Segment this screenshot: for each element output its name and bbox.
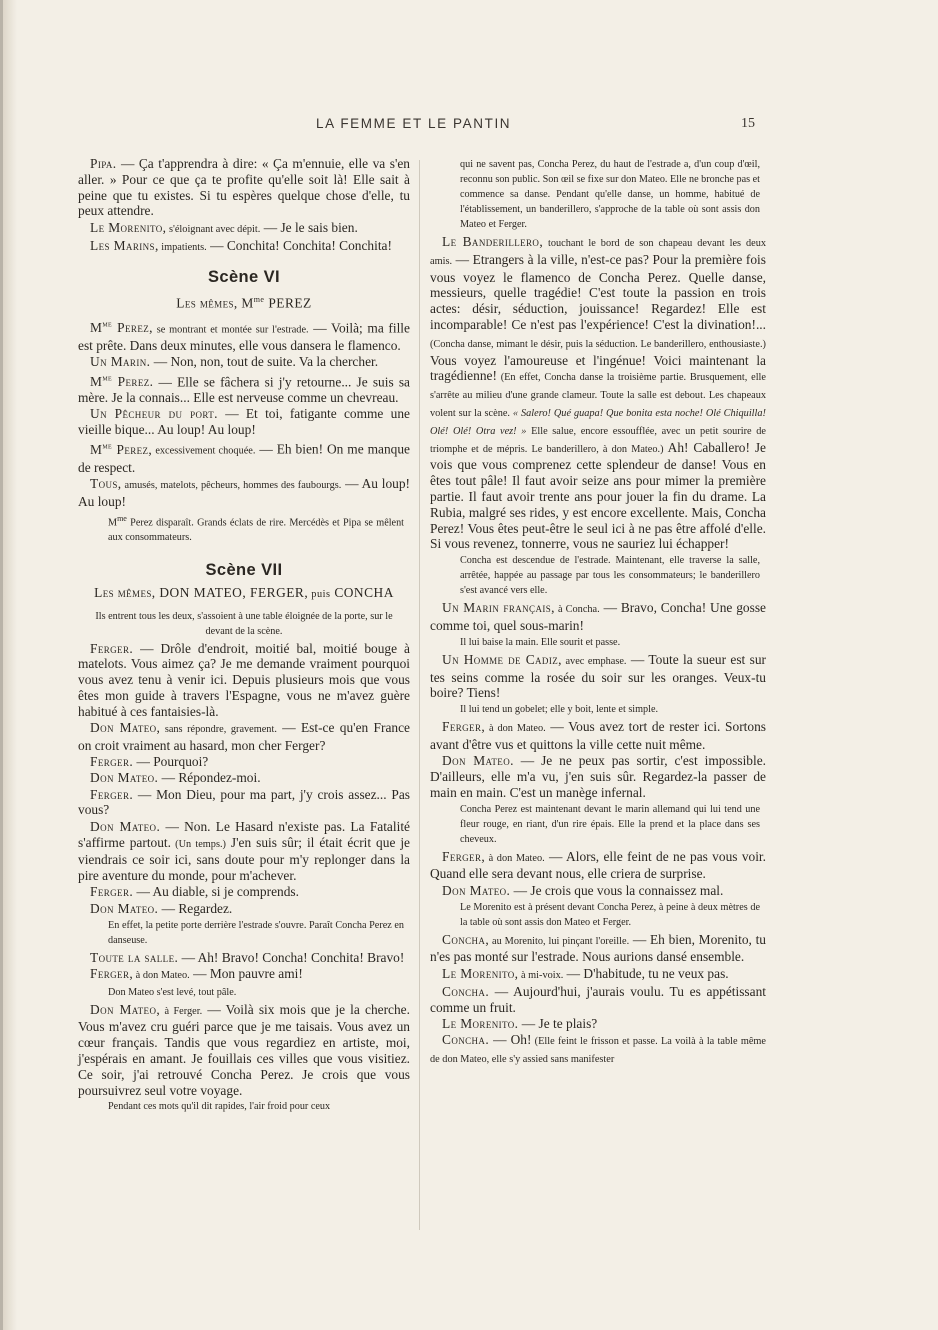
speech-text: — Toute la sueur est sur tes seins comme la rosée du soir sur les oranges. Veux-tu boire? Tiens! xyxy=(430,651,766,701)
stage-direction-block: Concha est descendue de l'estrade. Maintenant, elle traverse la salle, arrêtée, happée au passage par tous les consommateurs; le banderillero s'est avancé vers elle. xyxy=(460,555,760,597)
scene-cast: Les mêmes, DON MATEO, FERGER, puis CONCHA xyxy=(94,584,394,600)
stage-direction: à don Mateo. xyxy=(133,969,190,981)
speaker: Concha. xyxy=(442,983,490,999)
speaker: Don Mateo. xyxy=(90,770,159,786)
speech-ferger xyxy=(430,849,766,883)
speech-banderillero xyxy=(430,234,766,552)
stage-direction: impatients. xyxy=(158,241,207,253)
speech-text: — Vous avez tort de rester ici. Sortons avant d'être vus et quittons la ville cette nuit même. xyxy=(430,719,766,752)
speech-don-mateo xyxy=(430,883,766,899)
speech-text: — Au diable, si je comprends. xyxy=(133,884,299,900)
speaker: Ferger, xyxy=(442,719,486,735)
stage-direction: touchant le bord de son chapeau devant les deux amis. xyxy=(430,238,766,267)
speaker: $M^{me}$ Perez. xyxy=(90,373,154,390)
speech-don-mateo xyxy=(78,819,410,884)
speech-text: — Je ne peux pas sortir, c'est impossible. D'ailleurs, elle m'a vu, j'en suis sûr. Regardez-la passer de main en main. C'est un manège infernal. xyxy=(430,753,766,800)
stage-direction-block: qui ne savent pas, Concha Perez, du haut de l'estrade a, d'un coup d'œil, reconnu son public. Son œil se fixe sur don Mateo. Elle ne bronche pas et commence sa danse. Pendant qu'elle danse, un homme, habitué de l'établissement, un banderillero, s'approche de la table où sont assis don Mateo et Ferger. xyxy=(460,159,760,230)
speech-don-mateo xyxy=(78,901,410,917)
speech-un-marin xyxy=(78,354,410,370)
page-spine-shadow xyxy=(3,0,17,1330)
speaker: Don Mateo. xyxy=(442,753,514,769)
speaker: $M^{me}$ Perez, xyxy=(90,441,153,457)
stage-direction-block: Il lui tend un gobelet; elle y boit, lente et simple. xyxy=(460,704,659,716)
speech-toute-la-salle xyxy=(78,950,410,966)
speech-don-mateo xyxy=(430,753,766,800)
speech-text: — D'habitude, tu ne veux pas. xyxy=(563,965,729,981)
speech-morenito xyxy=(430,1016,766,1032)
speech-concha xyxy=(430,984,766,1016)
speech-text: — Regardez. xyxy=(158,900,233,916)
speaker: Le Morenito, xyxy=(90,219,167,235)
speech-marin-francais xyxy=(430,600,766,634)
speaker: Don Mateo, xyxy=(90,1001,161,1017)
speaker: $M^{me}$ Perez, xyxy=(90,319,153,336)
speaker: Le Morenito. xyxy=(442,1015,519,1031)
stage-direction: (En effet, Concha danse la troisième partie. Brusquement, elle s'arrête au milieu d'une grande clameur. Toute la salle est debout. Les chapeaux volent sur la scène. xyxy=(430,372,766,419)
speech-pecheur xyxy=(78,406,410,438)
speech-text: — Je crois que vous la connaissez mal. xyxy=(510,882,724,898)
speech-text: Ah! Caballero! Je vois que vous comprenez cette splendeur de danse! Vous en êtes tout pâle! Il faut avoir seize ans pour mimer la première partie. Il faut avoir trente ans pour jouer la fin du drame. La Rubia, malgré ses rides, y est encore excellente. Mais, Concha Perez! Vous êtes peut-être le seul ici à ne pas être affolé d'elle. Si vous revenez, tonnerre, vous ne sauriez lui échapper! xyxy=(430,439,766,552)
speech-text: — Non, non, tout de suite. Va la chercher. xyxy=(150,354,379,370)
speaker: Don Mateo. xyxy=(442,882,511,898)
speech-text: — Drôle d'endroit, moitié bal, moitié bouge à matelots. Vous aimez ça? Je me demande vraiment pourquoi vous avez tenu à venir ici. Depuis plusieurs mois que vous êtes mon guide à travers l'Espagne, vous ne m'avez guère habitué à ces fantaisies-là. xyxy=(78,640,410,719)
speech-text: — Voilà six mois que je la cherche. Vous m'avez cru guéri parce que je me taisais. Vous avez un cœur français. Tandis que vous regardiez en artiste, moi, j'espérais en amant. Je fouillais ces villes que vous visitiez. Ce soir, j'ai retrouvé Concha Perez. Je crois que vous poursuivrez seul votre voyage. xyxy=(78,1001,410,1098)
speech-text: — Pourquoi? xyxy=(133,754,209,770)
speech-ferger xyxy=(430,719,766,753)
speech-morenito xyxy=(78,220,410,238)
speaker: Concha, xyxy=(442,931,490,947)
speech-text: — Eh bien! On me manque de respect. xyxy=(78,441,410,475)
stage-direction: à Concha. xyxy=(554,604,600,616)
stage-direction-block: Ils entrent tous les deux, s'assoient à une table éloignée de la porte, sur le devant de la scène. xyxy=(95,610,393,637)
speaker: Ferger, xyxy=(90,965,134,981)
speech-text: — Oh! xyxy=(489,1032,532,1048)
stage-direction: amusés, matelots, pêcheurs, hommes des faubourgs. xyxy=(121,479,342,491)
stage-direction-block: Pendant ces mots qu'il dit rapides, l'air froid pour ceux xyxy=(108,1101,331,1113)
running-head xyxy=(3,116,938,134)
speech-ferger xyxy=(78,966,410,984)
speech-tous xyxy=(78,476,410,510)
speech-text: — Etrangers à la ville, n'est-ce pas? Pour la première fois vous voyez le flamenco de Concha Perez. Quelle danse, messieurs, quelle tragédie! C'est toute la passion en trois actes: désir, séduction, jouissance! Regardez! Elle est incomparable! Ce n'est pas l'expérience! C'est la divination!... xyxy=(430,251,766,332)
scene-cast: Les mêmes, $M^{me}$ PEREZ xyxy=(176,294,312,311)
stage-direction: au Morenito, lui pinçant l'oreille. xyxy=(489,935,630,947)
speaker: Les Marins, xyxy=(90,237,159,253)
speaker: Ferger. xyxy=(90,786,134,802)
stage-direction: excessivement choquée. xyxy=(152,445,256,457)
speech-text: — Je le sais bien. xyxy=(260,219,358,235)
speech-text: — Ah! Bravo! Concha! Conchita! Bravo! xyxy=(178,949,405,965)
speech-text: — Mon Dieu, pour ma part, j'y crois assez... Pas vous? xyxy=(78,786,410,818)
scene-heading: Scène VII xyxy=(205,560,283,579)
speaker: Concha. xyxy=(442,1032,490,1048)
stage-direction: à don Mateo. xyxy=(485,723,546,735)
speaker: Le Morenito, xyxy=(442,965,519,981)
speaker: Don Mateo, xyxy=(90,719,161,735)
speaker: Ferger. xyxy=(90,640,134,656)
speech-morenito xyxy=(430,966,766,984)
speaker: Pipa. xyxy=(90,156,117,171)
speech-text: — Bravo, Concha! Une gosse comme toi, quel sous-marin! xyxy=(430,600,766,633)
speech-text: Vous voyez l'amoureuse et l'ingénue! Voici maintenant la tragédienne! xyxy=(430,352,766,384)
speech-text: — Au loup! Au loup! xyxy=(78,475,410,509)
speech-concha xyxy=(430,1032,766,1068)
speech-text: — Mon pauvre ami! xyxy=(189,965,303,981)
running-title: LA FEMME ET LE PANTIN xyxy=(316,116,512,131)
speaker: Tous, xyxy=(90,475,122,491)
right-column xyxy=(430,156,766,1068)
left-column xyxy=(78,156,410,1116)
stage-direction: (Elle feint le frisson et passe. La voilà à la table même de don Mateo, elle s'y assied sans manifester xyxy=(430,1036,766,1066)
speech-text: — Elle se fâchera si j'y retourne... Je suis sa mère. Je la connais... Elle est nerveuse comme un chevreau. xyxy=(78,374,410,405)
speaker: Ferger, xyxy=(442,848,486,864)
speech-ferger xyxy=(78,641,410,720)
page-number: 15 xyxy=(741,116,755,131)
speech-pipa xyxy=(78,156,410,219)
stage-direction: à don Mateo. xyxy=(485,852,545,864)
stage-direction: (Un temps.) xyxy=(171,838,226,850)
speech-text: — Est-ce qu'en France on croit vraiment au hasard, mon cher Ferger? xyxy=(78,719,410,753)
stage-direction: sans répondre, gravement. xyxy=(160,723,277,735)
speaker: Ferger. xyxy=(90,754,134,770)
speaker: Ferger. xyxy=(90,884,134,900)
speech-ferger xyxy=(78,787,410,819)
speech-marins xyxy=(78,238,410,256)
speech-text: — Conchita! Conchita! Conchita! xyxy=(206,237,392,253)
speech-don-mateo xyxy=(78,770,410,786)
speech-text: — Je te plais? xyxy=(518,1015,598,1031)
scene-heading: Scène VI xyxy=(208,267,280,286)
stage-direction-block: Don Mateo s'est levé, tout pâle. xyxy=(108,986,237,998)
stage-direction: Elle salue, encore essoufflée, avec un petit sourire de triomphe et de mépris. Le banderillero, à don Mateo.) xyxy=(430,425,766,455)
speech-text: J'en suis sûr; il était écrit que je viendrais ce soir ici, sans doute pour m'y replonger dans la pire aventure du monde, pour m'achever. xyxy=(78,834,410,884)
speaker: Don Mateo. xyxy=(90,818,161,834)
speech-don-mateo xyxy=(78,720,410,754)
speech-text: — Aujourd'hui, j'aurais voulu. Tu es appétissant comme un fruit. xyxy=(430,983,766,1015)
stage-direction-block: $M^{me}$ Perez disparaît. Grands éclats de rire. Mercédès et Pipa se mêlent aux consommateurs. xyxy=(108,513,404,543)
speech-text: — Et toi, fatigante comme une vieille bique... Au loup! Au loup! xyxy=(78,406,411,438)
speech-text: — Eh bien, Morenito, tu n'es pas monté sur l'estrade. Nous aurions dansé ensemble. xyxy=(430,931,766,965)
speaker: Don Mateo. xyxy=(90,900,159,916)
speech-text: — Voilà; ma fille est prête. Dans deux minutes, elle vous dansera le flamenco. xyxy=(78,320,410,354)
speech-mme-perez xyxy=(78,438,410,475)
speech-text: — Non. Le Hasard n'existe pas. La Fatalité s'affirme partout. xyxy=(78,818,410,850)
stage-direction-block: Le Morenito est à présent devant Concha Perez, à peine à deux mètres de la table où sont assis don Mateo et Ferger. xyxy=(460,901,760,928)
speech-mme-perez xyxy=(78,317,410,354)
speech-text: — Ça t'apprendra à dire: « Ça m'ennuie, elle va s'en aller. » Pour ce que ça te profite qu'elle soit là! Elle sait à peine que tu existes. Si tu espères quelque chose d'elle, tu peux attendre. xyxy=(78,156,410,219)
speaker: Un Marin français, xyxy=(442,600,555,616)
speech-text: — Alors, elle feint de ne pas vous voir. Quand elle sera devant nous, elle criera de surprise. xyxy=(430,848,767,882)
stage-direction-block: Concha Perez est maintenant devant le marin allemand qui lui tend une fleur rouge, en riant, d'un rire épais. Elle la prend et la place dans ses cheveux. xyxy=(460,803,760,845)
speech-ferger xyxy=(78,754,410,770)
stage-direction: se montrant et montée sur l'estrade. xyxy=(152,324,309,336)
speaker: Toute la salle. xyxy=(90,949,179,965)
stage-direction: avec emphase. xyxy=(561,655,627,667)
stage-direction-block: Il lui baise la main. Elle sourit et passe. xyxy=(460,636,621,648)
stage-direction: à Ferger. xyxy=(160,1005,203,1017)
speech-homme-de-cadiz xyxy=(430,652,766,701)
speech-don-mateo xyxy=(78,1002,410,1099)
speech-mme-perez xyxy=(78,371,410,406)
stage-direction-block: En effet, la petite porte derrière l'estrade s'ouvre. Paraît Concha Perez en danseuse. xyxy=(108,919,404,946)
speaker: Un Marin. xyxy=(90,354,151,370)
speaker: Le Banderillero, xyxy=(442,234,544,249)
speech-concha xyxy=(430,932,766,966)
crowd-shouts: « Salero! Qué guapa! Que bonita esta noche! Olé Chiquilla! Olé! Olé! Otra vez! » xyxy=(430,407,766,437)
speaker: Un Homme de Cadiz, xyxy=(442,651,562,667)
speaker: Un Pêcheur du port. xyxy=(90,406,218,422)
stage-direction: (Concha danse, mimant le désir, puis la séduction. Le banderillero, enthousiaste.) xyxy=(430,338,766,350)
stage-direction: s'éloignant avec dépit. xyxy=(166,223,261,235)
column-divider xyxy=(419,160,420,1230)
speech-ferger xyxy=(78,884,410,900)
stage-direction: à mi-voix. xyxy=(518,969,564,981)
speech-text: — Répondez-moi. xyxy=(158,770,261,786)
